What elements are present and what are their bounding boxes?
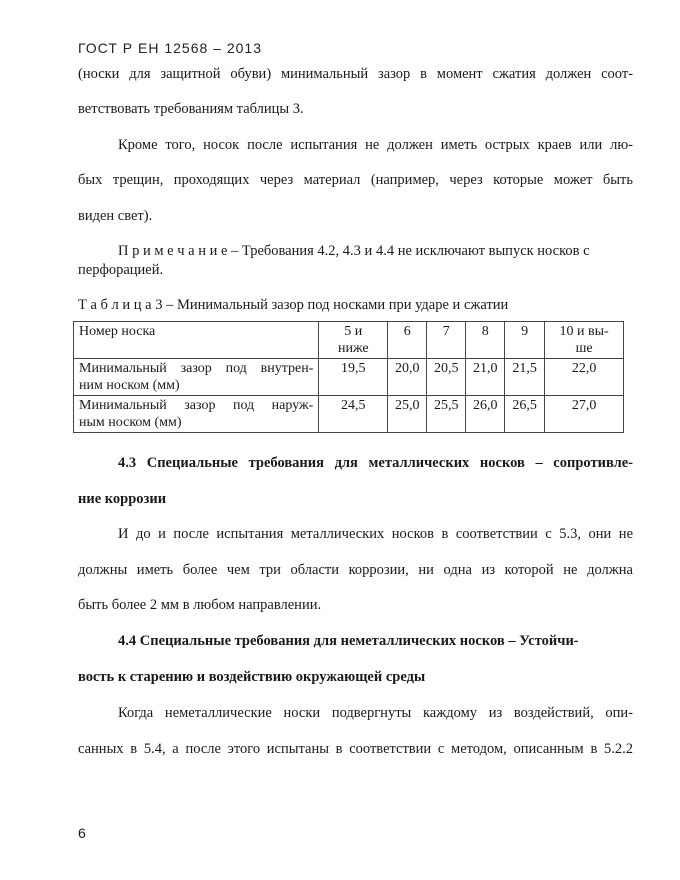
value-cell: 20,5	[427, 359, 466, 396]
header-cell: 6	[388, 322, 427, 359]
note-line: перфорацией.	[78, 262, 164, 278]
page-number: 6	[78, 825, 86, 841]
value-cell: 25,5	[427, 396, 466, 433]
table-caption-text: 3 – Минимальный зазор под носками при ударе и сжатии	[151, 297, 509, 313]
table-caption-label: Т а б л и ц а	[78, 297, 152, 313]
header-cell: 5 и ниже	[319, 322, 388, 359]
note-label: П р и м е ч а н и е	[118, 243, 228, 259]
paragraph-line: санных в 5.4, а после этого испытаны в соответствии с методом, описанным в 5.2.2	[78, 741, 633, 757]
row-label-cell: Минимальный зазор под наруж- ным носком (мм)	[74, 396, 319, 433]
value-cell: 20,0	[388, 359, 427, 396]
value-cell: 22,0	[545, 359, 624, 396]
paragraph-line: И до и после испытания металлических носков в соответствии с 5.3, они не	[118, 526, 633, 542]
header-cell: Номер носка	[74, 322, 319, 359]
paragraph-line: Кроме того, носок после испытания не должен иметь острых краев или лю-	[118, 137, 633, 153]
value-cell: 19,5	[319, 359, 388, 396]
note-line	[118, 243, 633, 260]
paragraph-line: быть более 2 мм в любом направлении.	[78, 597, 322, 613]
paragraph-line: бых трещин, проходящих через материал (например, через которые может быть	[78, 172, 633, 188]
value-cell: 25,0	[388, 396, 427, 433]
paragraph-line: виден свет).	[78, 208, 153, 224]
header-cell: 8	[466, 322, 505, 359]
row-label-cell: Минимальный зазор под внутрен- ним носком (мм)	[74, 359, 319, 396]
header-cell: 10 и вы- ше	[545, 322, 624, 359]
table-caption	[78, 297, 633, 314]
section-heading: вость к старению и воздействию окружающей среды	[78, 669, 426, 685]
header-cell: 7	[427, 322, 466, 359]
paragraph-line: ветствовать требованиям таблицы 3.	[78, 101, 304, 117]
section-heading: ние коррозии	[78, 491, 167, 507]
paragraph-line: (носки для защитной обуви) минимальный зазор в момент сжатия должен соот-	[78, 66, 633, 82]
section-heading: 4.4 Специальные требования для неметаллических носков – Устойчи-	[118, 633, 579, 649]
table-header-row	[74, 322, 624, 359]
clearance-table	[73, 321, 624, 433]
document-header: ГОСТ Р ЕН 12568 – 2013	[78, 40, 262, 56]
value-cell: 27,0	[545, 396, 624, 433]
note-text: – Требования 4.2, 4.3 и 4.4 не исключают выпуск носков с	[227, 243, 590, 259]
header-cell: 9	[505, 322, 545, 359]
paragraph-line: Когда неметаллические носки подвергнуты каждому из воздействий, опи-	[118, 705, 633, 721]
table-row	[74, 396, 624, 433]
value-cell: 26,5	[505, 396, 545, 433]
value-cell: 24,5	[319, 396, 388, 433]
paragraph-line: должны иметь более чем три области коррозии, ни одна из которой не должна	[78, 562, 633, 578]
table-row	[74, 359, 624, 396]
section-heading: 4.3 Специальные требования для металлических носков – сопротивле-	[118, 455, 633, 471]
value-cell: 26,0	[466, 396, 505, 433]
value-cell: 21,0	[466, 359, 505, 396]
value-cell: 21,5	[505, 359, 545, 396]
